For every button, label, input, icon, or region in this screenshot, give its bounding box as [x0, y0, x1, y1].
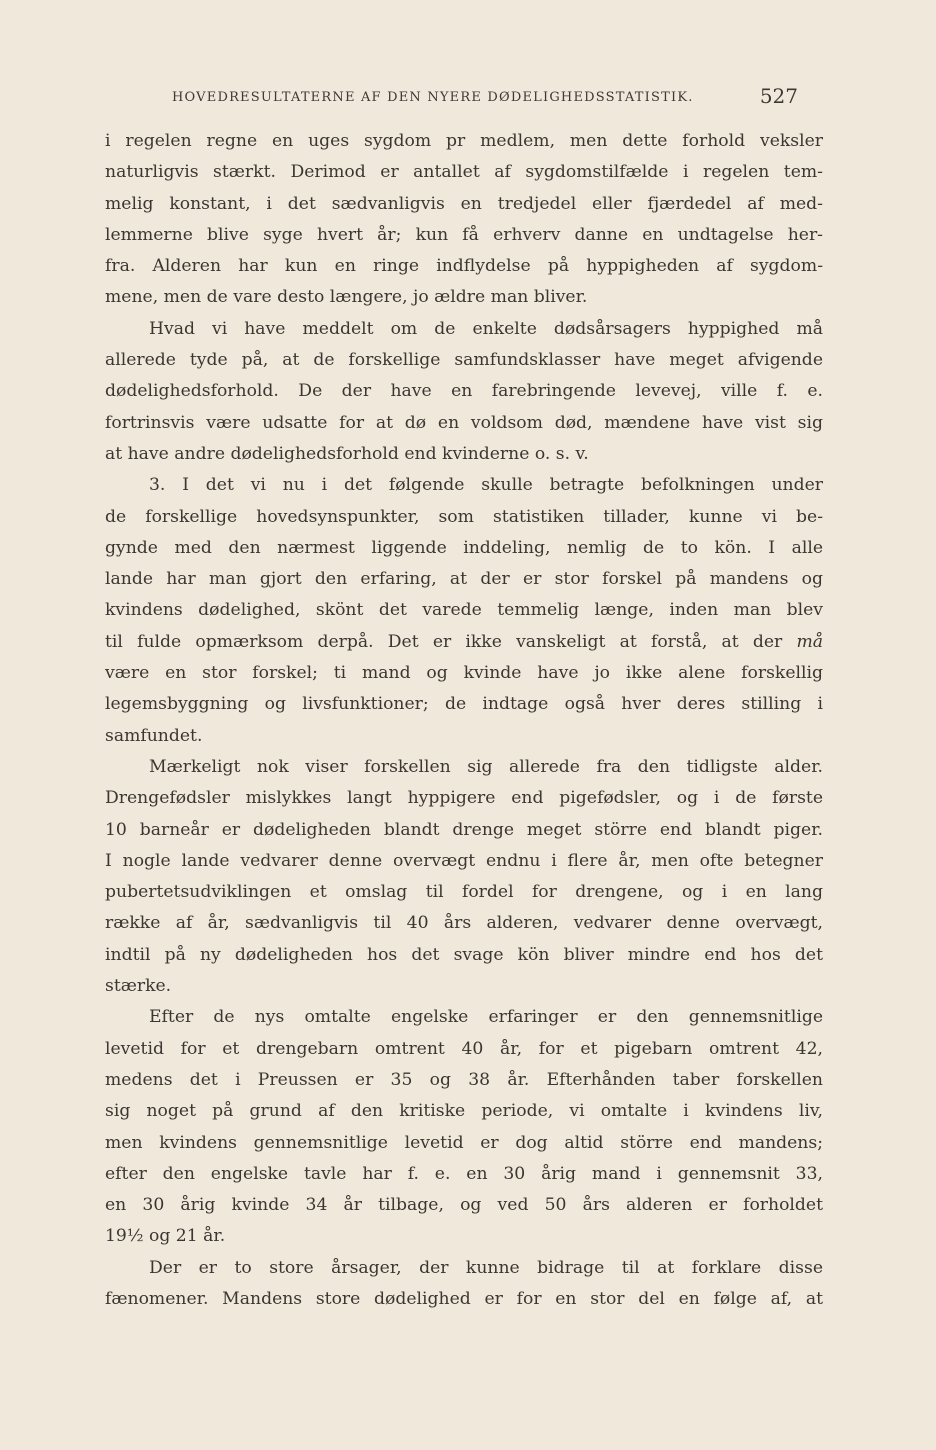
text-line: fortrinsvis være udsatte for at dø en voldsom død, mændene have vist sig: [105, 412, 823, 433]
text-line: lemmerne blive syge hvert år; kun få erhverv danne en undtagelse her-: [105, 224, 823, 245]
text-line: Hvad vi have meddelt om de enkelte dødsårsagers hyppighed må: [149, 318, 823, 339]
text-line: [105, 627, 823, 658]
text-line: Der er to store årsager, der kunne bidrage til at forklare disse: [149, 1257, 823, 1278]
text-line: de forskellige hovedsynspunkter, som statistiken tillader, kunne vi be-: [105, 506, 823, 527]
body-text: [105, 126, 823, 1315]
text-line: melig konstant, i det sædvanligvis en tredjedel eller fjærdedel af med-: [105, 193, 823, 214]
running-title: HOVEDRESULTATERNE AF DEN NYERE DØDELIGHEDSSTATISTIK.: [172, 90, 694, 105]
text-line: være en stor forskel; ti mand og kvinde have jo ikke alene forskellig: [105, 663, 823, 684]
text-line: naturligvis stærkt. Derimod er antallet af sygdomstilfælde i regelen tem-: [105, 162, 823, 183]
text-line: sig noget på grund af den kritiske periode, vi omtalte i kvindens liv,: [105, 1101, 823, 1122]
text-line: stærke.: [105, 976, 172, 997]
text-line: kvindens dødelighed, skönt det varede temmelig længe, inden man blev: [105, 600, 823, 621]
text-line: Efter de nys omtalte engelske erfaringer er den gennemsnitlige: [149, 1007, 823, 1028]
text-line: i regelen regne en uges sygdom pr medlem, men dette forhold veksler: [105, 131, 823, 151]
text-line: samfundet.: [105, 725, 203, 746]
text-line: legemsbyggning og livsfunktioner; de indtage også hver deres stilling i: [105, 694, 823, 715]
text-line: 19½ og 21 år.: [105, 1226, 226, 1247]
running-head: [172, 84, 822, 112]
text-line: fra. Alderen har kun en ringe indflydelse på hyppigheden af sygdom-: [105, 256, 823, 277]
text-line: lande har man gjort den erfaring, at der er stor forskel på mandens og: [105, 569, 823, 590]
text-line: I nogle lande vedvarer denne overvægt endnu i flere år, men ofte betegner: [105, 850, 823, 871]
text-line: pubertetsudviklingen et omslag til fordel for drengene, og i en lang: [105, 882, 823, 903]
text-line: 10 barneår er dødeligheden blandt drenge meget större end blandt piger.: [105, 819, 823, 840]
text-line: allerede tyde på, at de forskellige samfundsklasser have meget afvigende: [105, 350, 823, 371]
page-number: 527: [759, 84, 798, 108]
text-line: medens det i Preussen er 35 og 38 år. Efterhånden taber forskellen: [105, 1069, 823, 1090]
text-line: Drengefødsler mislykkes langt hyppigere end pigefødsler, og i de første: [105, 788, 823, 809]
text-line: efter den engelske tavle har f. e. en 30 årig mand i gennemsnit 33,: [105, 1163, 823, 1184]
text-line: 3. I det vi nu i det følgende skulle betragte befolkningen under: [149, 475, 823, 496]
text-line: indtil på ny dødeligheden hos det svage kön bliver mindre end hos det: [105, 944, 823, 965]
text-line: gynde med den nærmest liggende inddeling, nemlig de to kön. I alle: [105, 537, 823, 558]
text-line: levetid for et drengebarn omtrent 40 år, for et pigebarn omtrent 42,: [105, 1038, 823, 1059]
text-line-main: til fulde opmærksom derpå. Det er ikke vanskeligt at forstå, at der: [105, 631, 797, 652]
text-line: men kvindens gennemsnitlige levetid er dog altid större end mandens;: [105, 1132, 823, 1153]
emphasis-word: må: [796, 631, 823, 652]
text-line: Mærkeligt nok viser forskellen sig allerede fra den tidligste alder.: [149, 756, 823, 777]
text-line: fænomener. Mandens store dødelighed er for en stor del en følge af, at: [105, 1288, 823, 1309]
text-line: en 30 årig kvinde 34 år tilbage, og ved 50 års alderen er forholdet: [105, 1195, 823, 1216]
text-line: række af år, sædvanligvis til 40 års alderen, vedvarer denne overvægt,: [105, 913, 823, 934]
text-line: mene, men de vare desto længere, jo ældre man bliver.: [105, 287, 588, 308]
text-line: at have andre dødelighedsforhold end kvinderne o. s. v.: [105, 443, 589, 464]
text-line: dødelighedsforhold. De der have en farebringende levevej, ville f. e.: [105, 381, 823, 402]
